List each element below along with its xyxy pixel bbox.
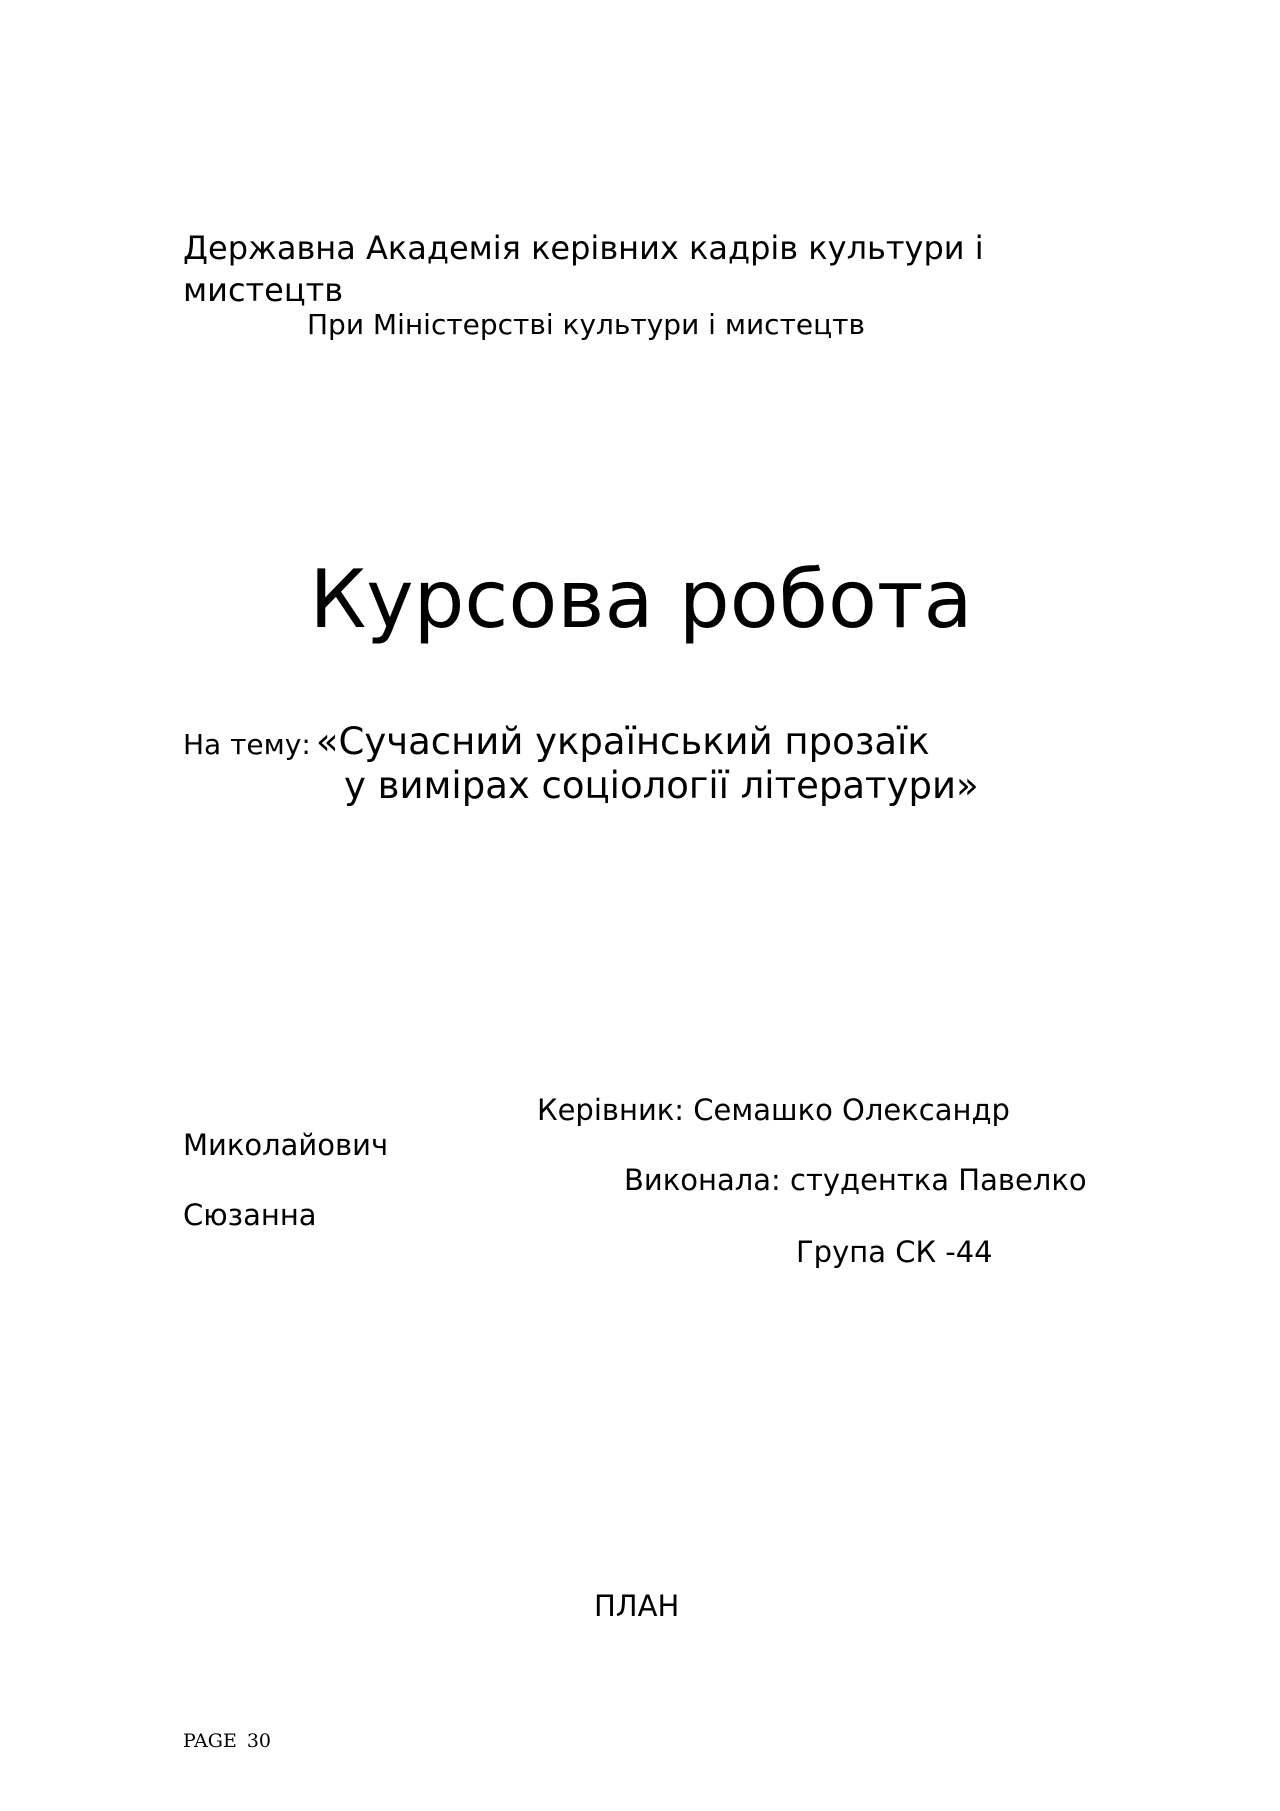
group-label: Група СК -44: [796, 1235, 993, 1269]
footer-page-number: 30: [246, 1730, 271, 1752]
institution-line-1: Державна Академія керівних кадрів культури і: [183, 229, 984, 267]
topic-line-1: «Сучасний український прозаїк: [315, 720, 930, 763]
footer-page-label: PAGE: [183, 1730, 237, 1752]
page-footer: [183, 1728, 271, 1754]
plan-heading: ПЛАН: [594, 1589, 680, 1623]
title-text: Курсова робота: [309, 553, 973, 646]
executor-line-2: Сюзанна: [183, 1198, 317, 1232]
supervisor-line-1: Керівник: Семашко Олександр: [537, 1093, 1010, 1127]
executor-line-1: Виконала: студентка Павелко: [624, 1163, 1087, 1197]
document-title: [0, 550, 1280, 650]
supervisor-line-2: Миколайович: [183, 1128, 389, 1162]
topic-prefix: На тему:: [183, 728, 311, 761]
topic-line-2: у вимірах соціології літератури»: [344, 764, 979, 807]
institution-line-2: мистецтв: [183, 271, 344, 309]
institution-ministry: При Міністерстві культури і мистецтв: [307, 308, 865, 341]
